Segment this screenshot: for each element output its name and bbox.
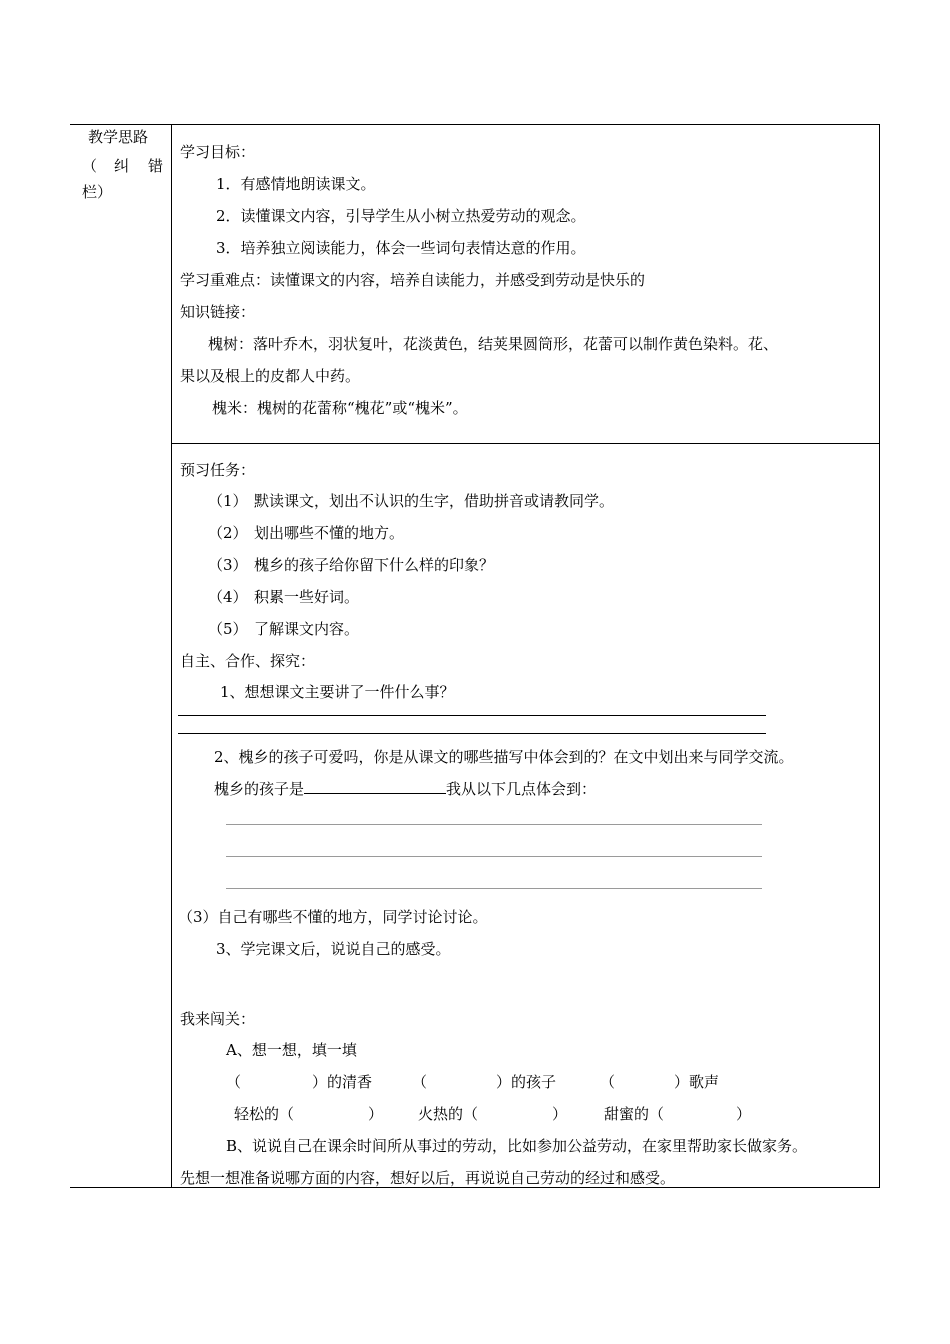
fill-blank[interactable] bbox=[304, 779, 446, 794]
side-label-line3: 栏） bbox=[82, 183, 113, 201]
side-label-char2: 错 bbox=[148, 157, 164, 175]
goals-title: 学习目标： bbox=[180, 143, 256, 161]
preview-item-1-text: 默读课文，划出不认识的生字，借助拼音或请教同学。 bbox=[254, 492, 615, 510]
table-column-divider bbox=[171, 124, 172, 1188]
fill-row2-item3-label: 甜蜜的（ bbox=[604, 1105, 665, 1123]
fill-row2-item1-label: 轻松的（ bbox=[234, 1105, 295, 1123]
side-label-paren: （ bbox=[82, 157, 98, 175]
fill-row1-item1-close: ）的清香 bbox=[312, 1073, 373, 1091]
explore-fill-line bbox=[214, 778, 596, 799]
explore-question-3: （3）自己有哪些不懂的地方，同学讨论讨论。 bbox=[178, 908, 488, 926]
answer-line bbox=[226, 888, 762, 889]
fill-row2-item3-close: ） bbox=[736, 1105, 752, 1123]
table-right-border bbox=[879, 124, 880, 1188]
side-label-char1: 纠 bbox=[114, 157, 130, 175]
explore-question-4: 3、学完课文后，说说自己的感受。 bbox=[216, 940, 451, 958]
preview-item-2-text: 划出哪些不懂的地方。 bbox=[254, 524, 405, 542]
explore-title: 自主、合作、探究： bbox=[180, 652, 316, 670]
answer-line bbox=[178, 715, 766, 716]
goal-item-3: 3．培养独立阅读能力，体会一些词句表情达意的作用。 bbox=[216, 239, 586, 257]
key-points: 学习重难点：读懂课文的内容，培养自读能力，并感受到劳动是快乐的 bbox=[180, 271, 646, 289]
table-top-border bbox=[70, 124, 880, 125]
table-row-divider bbox=[171, 443, 880, 444]
side-label-line1: 教学思路 bbox=[88, 128, 149, 146]
preview-item-3-num: （3） bbox=[208, 556, 248, 574]
preview-title: 预习任务： bbox=[180, 461, 256, 479]
fill-row1-item2-close: ）的孩子 bbox=[496, 1073, 557, 1091]
knowledge-title: 知识链接： bbox=[180, 303, 256, 321]
challenge-a-title: A、想一想，填一填 bbox=[226, 1041, 357, 1059]
fill-row2-item2-close: ） bbox=[552, 1105, 568, 1123]
huaishu-line2: 果以及根上的皮都人中药。 bbox=[180, 367, 361, 385]
fill-row2-item1-close: ） bbox=[368, 1105, 384, 1123]
answer-line bbox=[226, 856, 762, 857]
preview-item-5-text: 了解课文内容。 bbox=[254, 620, 360, 638]
preview-item-4-text: 积累一些好词。 bbox=[254, 588, 360, 606]
challenge-b-line2: 先想一想准备说哪方面的内容，想好以后，再说说自己劳动的经过和感受。 bbox=[180, 1169, 676, 1187]
challenge-title: 我来闯关： bbox=[180, 1010, 256, 1028]
fill-row2-item2-label: 火热的（ bbox=[418, 1105, 479, 1123]
fill-row1-item3-close: ）歌声 bbox=[674, 1073, 720, 1091]
fill-suffix: 我从以下几点体会到： bbox=[446, 780, 597, 798]
fill-row1-item2-open: （ bbox=[412, 1073, 428, 1091]
preview-item-4-num: （4） bbox=[208, 588, 248, 606]
preview-item-3-text: 槐乡的孩子给你留下什么样的印象？ bbox=[254, 556, 495, 574]
explore-question-1: 1、想想课文主要讲了一件什么事？ bbox=[220, 683, 455, 701]
explore-question-2: 2、槐乡的孩子可爱吗，你是从课文的哪些描写中体会到的？在文中划出来与同学交流。 bbox=[214, 748, 794, 766]
preview-item-2-num: （2） bbox=[208, 524, 248, 542]
huaimi-line: 槐米：槐树的花蕾称“槐花”或“槐米”。 bbox=[212, 399, 468, 417]
challenge-b-line1: B、说说自己在课余时间所从事过的劳动，比如参加公益劳动，在家里帮助家长做家务。 bbox=[226, 1137, 808, 1155]
fill-row1-item1-open: （ bbox=[226, 1073, 242, 1091]
answer-line bbox=[178, 733, 766, 734]
preview-item-1-num: （1） bbox=[208, 492, 248, 510]
fill-prefix: 槐乡的孩子是 bbox=[214, 780, 305, 798]
goal-item-2: 2．读懂课文内容，引导学生从小树立热爱劳动的观念。 bbox=[216, 207, 586, 225]
preview-item-5-num: （5） bbox=[208, 620, 248, 638]
fill-row1-item3-open: （ bbox=[600, 1073, 616, 1091]
answer-line bbox=[226, 824, 762, 825]
huaishu-line1: 槐树：落叶乔木，羽状复叶，花淡黄色，结荚果圆筒形，花蕾可以制作黄色染料。花、 bbox=[208, 335, 779, 353]
goal-item-1: 1．有感情地朗读课文。 bbox=[216, 175, 376, 193]
